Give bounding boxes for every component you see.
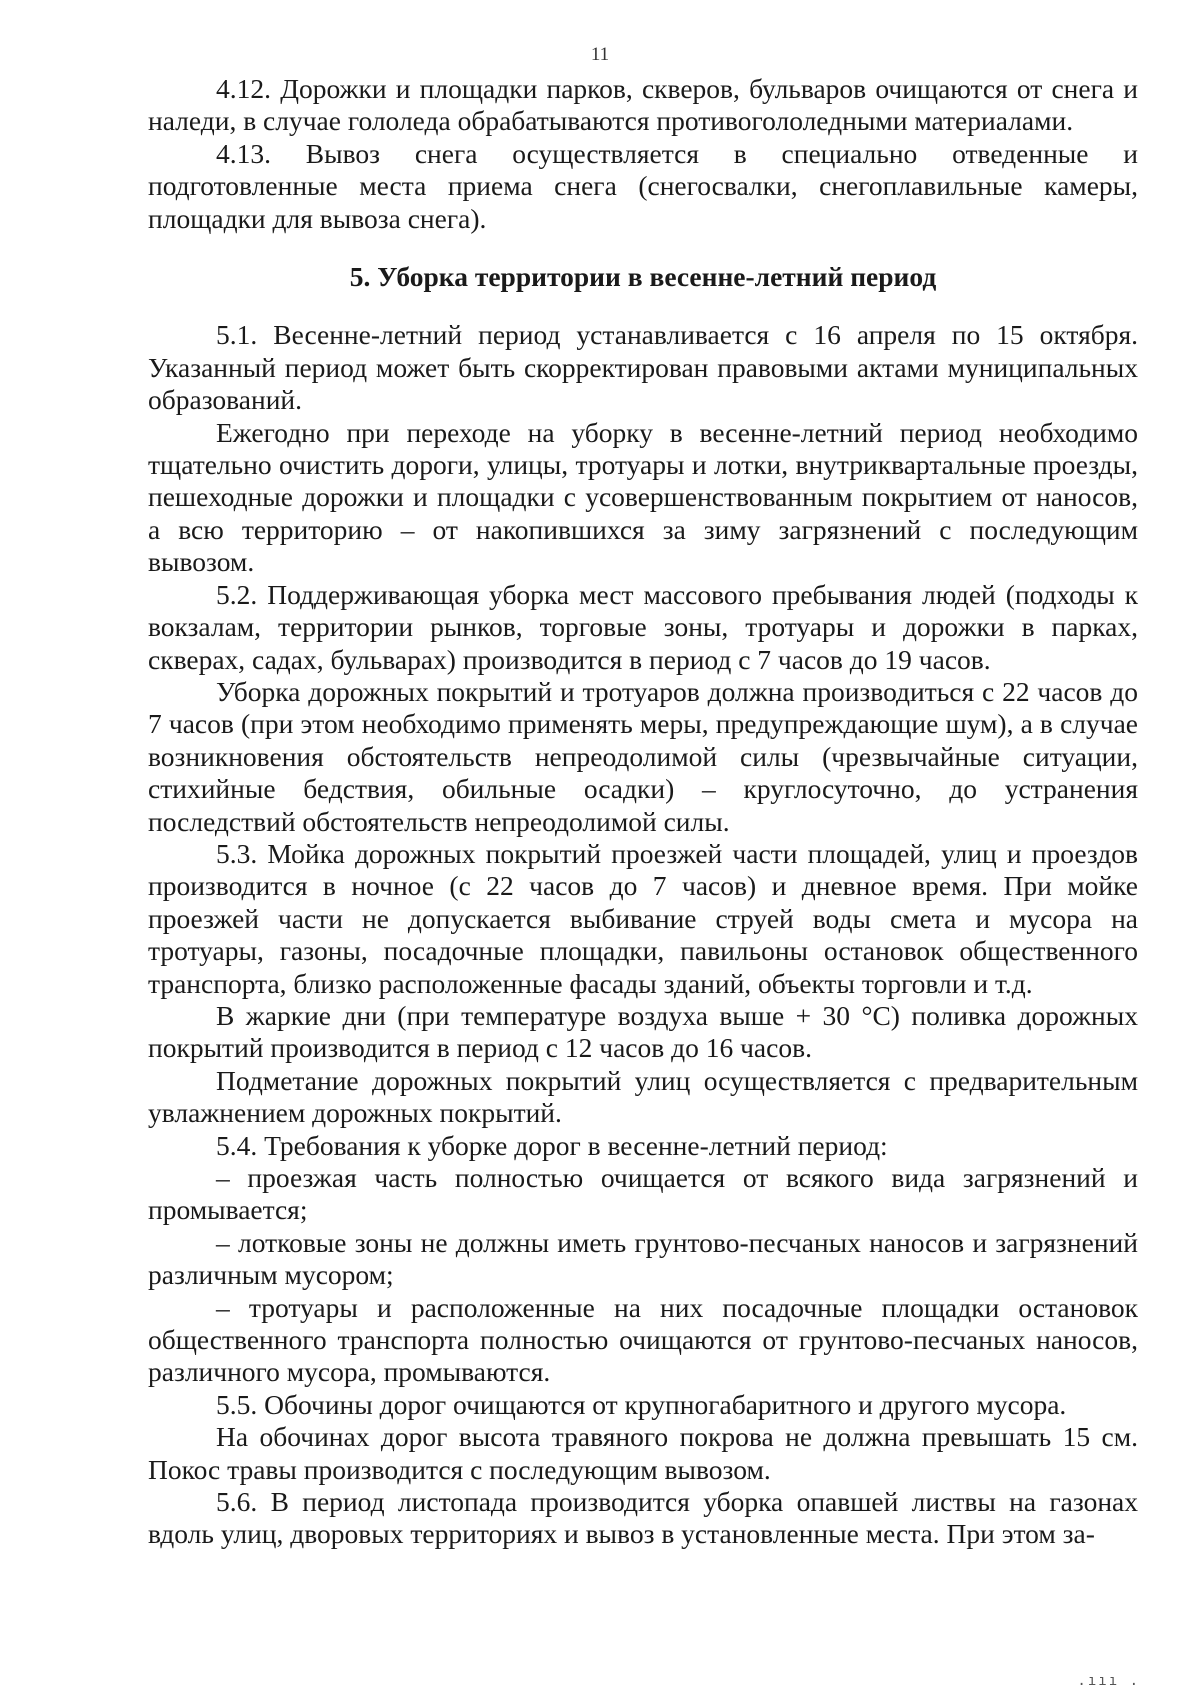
document-body — [148, 73, 1138, 1551]
paragraph-5-2-cont: Уборка дорожных покрытий и тротуаров должна производиться с 22 часов до 7 часов (при этом необходимо применять меры, предупреждающие шум), а в случае возникновения обстоятельств непреодолимой силы (чрезвычайные ситуации, стихийные бедствия, обильные осадки) – круглосуточно, до устранения последствий обстоятельств непреодолимой силы. — [148, 675, 1138, 837]
list-item-sidewalks: – тротуары и расположенные на них посадочные площадки остановок общественного транспорта полностью очищаются от грунтово-песчаных наносов, различного мусора, промываются. — [148, 1291, 1138, 1388]
paragraph-5-2: 5.2. Поддерживающая уборка мест массового пребывания людей (подходы к вокзалам, территории рынков, торговые зоны, тротуары и дорожки в парках, скверах, садах, бульварах) производится в период с 7 часов до 19 часов. — [148, 578, 1138, 675]
section-5-heading: 5. Уборка территории в весенне-летний период — [349, 261, 937, 293]
paragraph-4-12: 4.12. Дорожки и площадки парков, скверов, бульваров очищаются от снега и наледи, в случае гололеда обрабатываются противогололедными материалами. — [148, 73, 1138, 137]
paragraph-5-1-cont: Ежегодно при переходе на уборку в весенне-летний период необходимо тщательно очистить дороги, улицы, тротуары и лотки, внутриквартальные проезды, пешеходные дорожки и площадки с усовершенствованным покрытием от наносов, а всю территорию – от накопившихся за зиму загрязнений с последующим вывозом. — [148, 416, 1138, 578]
page-number: 11 — [590, 44, 610, 65]
paragraph-5-3: 5.3. Мойка дорожных покрытий проезжей части площадей, улиц и проездов производится в ночное (с 22 часов до 7 часов) и дневное время. При мойке проезжей части не допускается выбивание струей воды смета и мусора на тротуары, газоны, посадочные площадки, павильоны остановок общественного транспорта, близко расположенные фасады зданий, объекты торговли и т.д. — [148, 837, 1138, 999]
list-item-roadway: – проезжая часть полностью очищается от всякого вида загрязнений и промывается; — [148, 1162, 1138, 1226]
list-item-gutters: – лотковые зоны не должны иметь грунтово-песчаных наносов и загрязнений различным мусором; — [148, 1226, 1138, 1291]
paragraph-5-4: 5.4. Требования к уборке дорог в весенне-летний период: — [216, 1129, 888, 1161]
paragraph-5-6: 5.6. В период листопада производится уборка опавшей листвы на газонах вдоль улиц, дворовых территориях и вывоз в установленные места. При этом за- — [148, 1486, 1138, 1550]
paragraph-5-1: 5.1. Весенне-летний период устанавливается с 16 апреля по 15 октября. Указанный период может быть скорректирован правовыми актами муниципальных образований. — [148, 319, 1138, 416]
scan-corner-mark: .ııı . — [1077, 1673, 1140, 1689]
paragraph-5-3-hot-days: В жаркие дни (при температуре воздуха выше + 30 °С) поливка дорожных покрытий производится в период с 12 часов до 16 часов. — [148, 999, 1138, 1064]
paragraph-5-5: 5.5. Обочины дорог очищаются от крупногабаритного и другого мусора. — [216, 1388, 1067, 1420]
paragraph-5-5-grass: На обочинах дорог высота травяного покрова не должна превышать 15 см. Покос травы производится с последующим вывозом. — [148, 1421, 1138, 1485]
paragraph-4-13: 4.13. Вывоз снега осуществляется в специально отведенные и подготовленные места приема снега (снегосвалки, снегоплавильные камеры, площадки для вывоза снега). — [148, 137, 1138, 234]
paragraph-5-3-sweeping: Подметание дорожных покрытий улиц осуществляется с предварительным увлажнением дорожных покрытий. — [148, 1064, 1138, 1129]
